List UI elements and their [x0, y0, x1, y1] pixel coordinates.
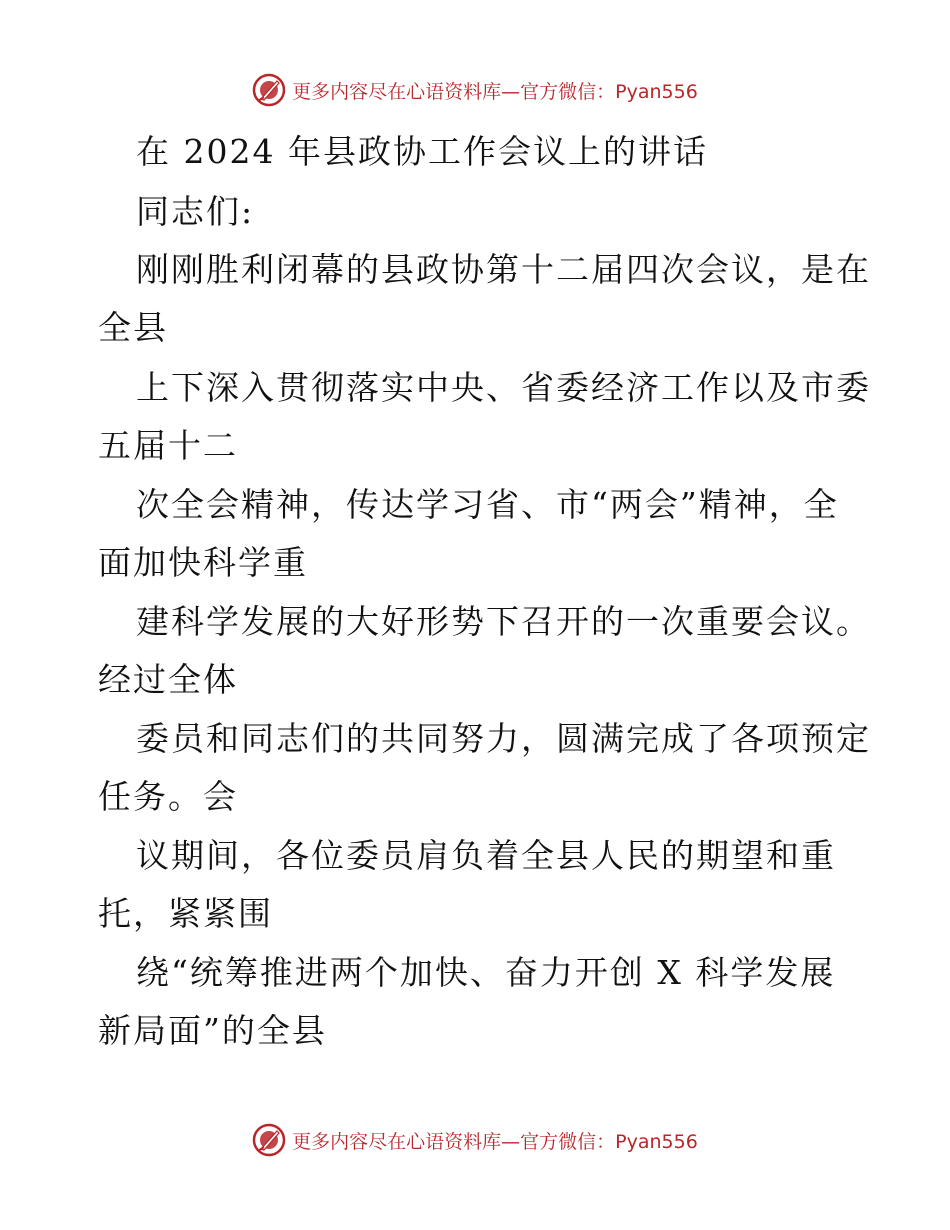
doc-line: 经过全体: [98, 660, 238, 699]
doc-line: 绕“统筹推进两个加快、奋力开创 X 科学发展: [136, 953, 836, 992]
doc-line: 次全会精神，传达学习省、市“两会”精神，全: [136, 485, 839, 524]
footer-watermark-banner: [0, 1120, 950, 1160]
footer-banner-text: 更多内容尽在心语资料库—官方微信：Pyan556: [292, 1130, 698, 1153]
doc-line: 上下深入贯彻落实中央、省委经济工作以及市委: [136, 368, 871, 407]
doc-line: 建科学发展的大好形势下召开的一次重要会议。: [136, 602, 871, 641]
doc-line: 全县: [98, 308, 168, 347]
doc-title: 在 2024 年县政协工作会议上的讲话: [136, 132, 708, 171]
doc-line: 刚刚胜利闭幕的县政协第十二届四次会议，是在: [136, 250, 871, 289]
doc-line: 委员和同志们的共同努力，圆满完成了各项预定: [136, 719, 871, 758]
doc-line: 新局面”的全县: [98, 1011, 327, 1050]
doc-line: 议期间，各位委员肩负着全县人民的期望和重: [136, 836, 836, 875]
doc-line: 任务。会: [98, 777, 238, 816]
header-watermark-banner: [0, 70, 950, 110]
doc-line: 五届十二: [98, 426, 238, 465]
quill-seal-logo-icon: [252, 1123, 286, 1157]
header-banner-text: 更多内容尽在心语资料库—官方微信：Pyan556: [292, 80, 698, 103]
quill-seal-logo-icon: [252, 73, 286, 107]
doc-line: 面加快科学重: [98, 543, 308, 582]
doc-line: 托，紧紧围: [98, 894, 273, 933]
doc-salutation: 同志们:: [136, 192, 255, 231]
